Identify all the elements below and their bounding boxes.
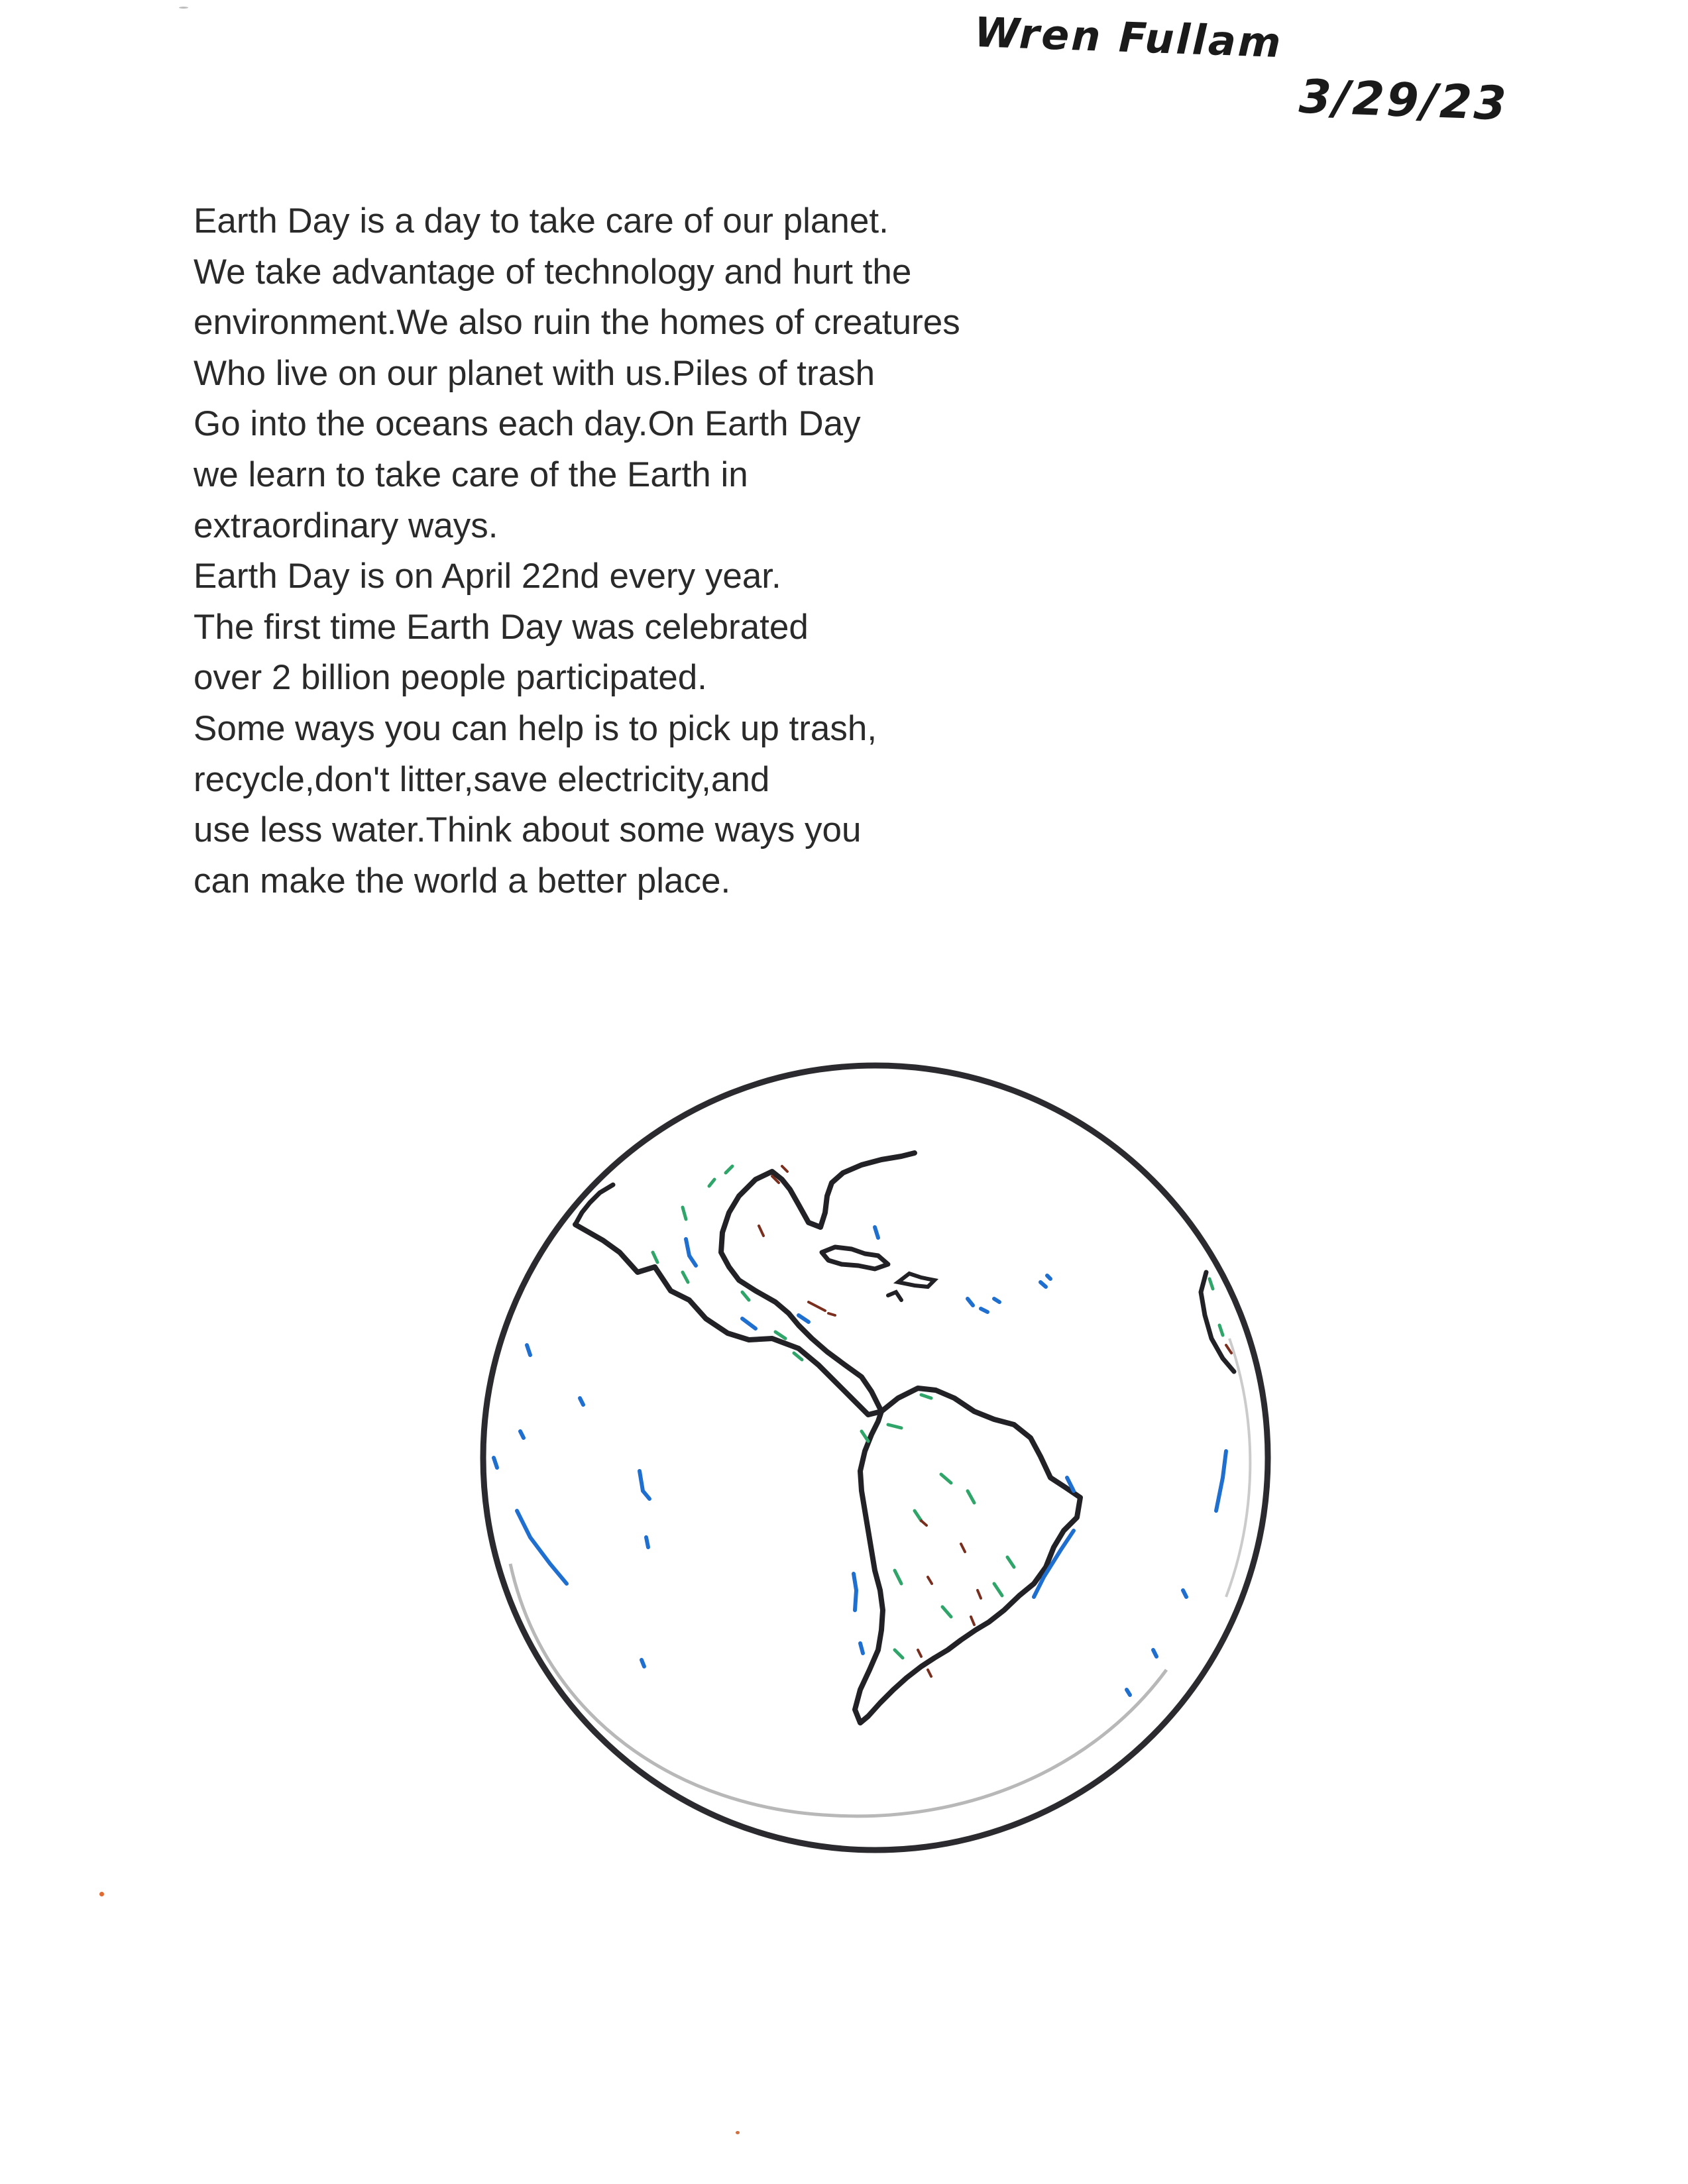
pencil-shadow <box>1226 1338 1250 1597</box>
globe-americas-icon <box>464 1054 1286 1869</box>
scan-speck <box>99 1892 104 1896</box>
essay-line: Some ways you can help is to pick up trash, <box>194 708 877 748</box>
essay-line: Earth Day is on April 22nd every year. <box>194 557 781 596</box>
essay-text <box>194 196 1154 906</box>
vegetation-marks <box>653 1166 1223 1658</box>
essay-line: we learn to take care of the Earth in <box>194 455 748 494</box>
south-america-outline <box>855 1388 1080 1723</box>
small-island <box>888 1292 901 1300</box>
hispaniola-island <box>898 1274 934 1287</box>
scan-speck <box>179 7 188 9</box>
essay-line: recycle,don't litter,save electricity,and <box>194 759 770 799</box>
essay-line: can make the world a better place. <box>194 861 731 901</box>
cuba-island <box>822 1247 888 1269</box>
author-signature: Wren Fullam <box>973 7 1284 68</box>
north-america-coast <box>575 1185 613 1225</box>
essay-line: extraordinary ways. <box>194 506 498 545</box>
essay-line: use less water.Think about some ways you <box>194 810 862 850</box>
pencil-shadow <box>510 1564 1166 1816</box>
essay-line: We take advantage of technology and hurt the <box>194 252 912 292</box>
essay-line: The first time Earth Day was celebrated <box>194 607 809 647</box>
essay-line: Earth Day is a day to take care of our planet. <box>194 201 889 241</box>
scan-speck <box>736 2131 740 2134</box>
essay-line: environment.We also ruin the homes of creatures <box>194 303 960 343</box>
globe-outline <box>483 1065 1268 1850</box>
north-america-outline <box>575 1153 915 1415</box>
essay-line: over 2 billion people participated. <box>194 658 707 698</box>
handwritten-date: 3/29/23 <box>1298 69 1510 131</box>
essay-line: Who live on our planet with us.Piles of trash <box>194 353 875 393</box>
essay-line: Go into the oceans each day.On Earth Day <box>194 404 861 444</box>
